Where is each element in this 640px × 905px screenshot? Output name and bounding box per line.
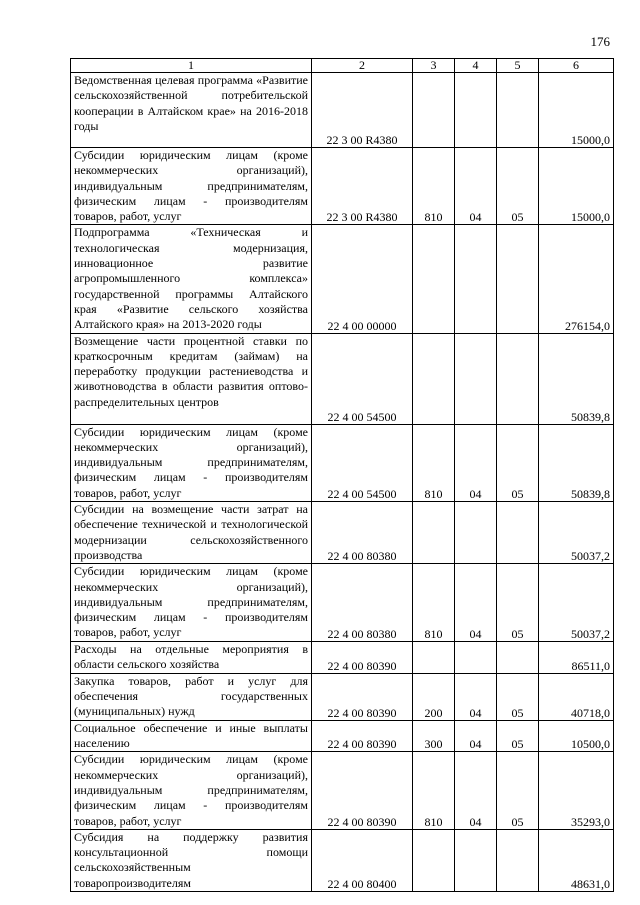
column-header-vr: 3 [413, 59, 455, 73]
row-sum: 50839,8 [539, 333, 614, 424]
table-row [71, 752, 614, 829]
row-vr: 300 [413, 720, 455, 752]
row-sum: 10500,0 [539, 720, 614, 752]
row-code: 22 4 00 80380 [312, 502, 413, 564]
row-vr [413, 641, 455, 673]
row-vr: 810 [413, 148, 455, 225]
row-sum: 50037,2 [539, 502, 614, 564]
row-code: 22 4 00 80400 [312, 829, 413, 891]
row-sum: 15000,0 [539, 73, 614, 148]
row-sum: 48631,0 [539, 829, 614, 891]
row-name: Подпрограмма «Техническая и технологическая модернизация, инновационное развитие агропромышленного комплекса» государственной программы Алтайского края «Развитие сельского хозяйства Алтайского края» на 2013-2020 годы [71, 225, 312, 333]
table-row [71, 424, 614, 501]
row-code: 22 4 00 80380 [312, 564, 413, 641]
row-vr: 810 [413, 424, 455, 501]
row-code: 22 4 00 80390 [312, 641, 413, 673]
row-code: 22 4 00 80390 [312, 720, 413, 752]
row-rz [455, 829, 497, 891]
page-number: 176 [590, 34, 610, 49]
row-rz [455, 73, 497, 148]
row-name: Субсидии юридическим лицам (кроме некоммерческих организаций), индивидуальным предпринимателям, физическим лицам - производителям товаров, работ, услуг [71, 424, 312, 501]
row-name: Социальное обеспечение и иные выплаты населению [71, 720, 312, 752]
row-rz [455, 502, 497, 564]
column-header-name: 1 [71, 59, 312, 73]
row-name: Расходы на отдельные мероприятия в области сельского хозяйства [71, 641, 312, 673]
row-code: 22 3 00 R4380 [312, 148, 413, 225]
row-code: 22 4 00 80390 [312, 752, 413, 829]
row-name: Ведомственная целевая программа «Развитие сельскохозяйственной потребительской кооперации в Алтайском крае» на 2016-2018 годы [71, 73, 312, 148]
table-row [71, 73, 614, 148]
row-code: 22 4 00 54500 [312, 333, 413, 424]
row-code: 22 4 00 80390 [312, 673, 413, 720]
row-sum: 50037,2 [539, 564, 614, 641]
row-rz: 04 [455, 564, 497, 641]
row-rz: 04 [455, 673, 497, 720]
row-pr [497, 829, 539, 891]
row-pr [497, 333, 539, 424]
table-row [71, 829, 614, 891]
row-vr [413, 333, 455, 424]
row-pr [497, 225, 539, 333]
row-code: 22 4 00 00000 [312, 225, 413, 333]
row-sum: 15000,0 [539, 148, 614, 225]
row-vr: 810 [413, 752, 455, 829]
row-name: Субсидии юридическим лицам (кроме некоммерческих организаций), индивидуальным предпринимателям, физическим лицам - производителям товаров, работ, услуг [71, 148, 312, 225]
table-row [71, 720, 614, 752]
row-sum: 50839,8 [539, 424, 614, 501]
row-rz [455, 641, 497, 673]
row-name: Возмещение части процентной ставки по краткосрочным кредитам (займам) на переработку продукции растениеводства и животноводства в области развития оптово-распределительных центров [71, 333, 312, 424]
column-header-rz: 4 [455, 59, 497, 73]
row-rz [455, 333, 497, 424]
row-sum: 35293,0 [539, 752, 614, 829]
row-pr [497, 73, 539, 148]
row-pr: 05 [497, 673, 539, 720]
table-row [71, 148, 614, 225]
column-header-code: 2 [312, 59, 413, 73]
row-rz: 04 [455, 148, 497, 225]
row-vr [413, 73, 455, 148]
row-code: 22 4 00 54500 [312, 424, 413, 501]
table-header-row [71, 59, 614, 73]
row-vr [413, 829, 455, 891]
budget-table [70, 58, 614, 892]
row-rz: 04 [455, 720, 497, 752]
row-sum: 276154,0 [539, 225, 614, 333]
row-pr: 05 [497, 424, 539, 501]
row-vr [413, 502, 455, 564]
row-pr: 05 [497, 148, 539, 225]
row-sum: 86511,0 [539, 641, 614, 673]
table-row [71, 502, 614, 564]
column-header-sum: 6 [539, 59, 614, 73]
row-name: Субсидии на возмещение части затрат на обеспечение технической и технологической модернизации сельскохозяйственного производства [71, 502, 312, 564]
row-rz: 04 [455, 424, 497, 501]
row-name: Субсидия на поддержку развития консультационной помощи сельскохозяйственным товаропроизводителям [71, 829, 312, 891]
row-sum: 40718,0 [539, 673, 614, 720]
row-rz [455, 225, 497, 333]
table-row [71, 641, 614, 673]
table-row [71, 673, 614, 720]
row-pr: 05 [497, 564, 539, 641]
row-pr [497, 641, 539, 673]
row-name: Закупка товаров, работ и услуг для обеспечения государственных (муниципальных) нужд [71, 673, 312, 720]
row-rz: 04 [455, 752, 497, 829]
row-pr: 05 [497, 752, 539, 829]
row-pr: 05 [497, 720, 539, 752]
table-row [71, 564, 614, 641]
row-vr: 810 [413, 564, 455, 641]
row-name: Субсидии юридическим лицам (кроме некоммерческих организаций), индивидуальным предпринимателям, физическим лицам - производителям товаров, работ, услуг [71, 752, 312, 829]
row-name: Субсидии юридическим лицам (кроме некоммерческих организаций), индивидуальным предпринимателям, физическим лицам - производителям товаров, работ, услуг [71, 564, 312, 641]
row-code: 22 3 00 R4380 [312, 73, 413, 148]
column-header-pr: 5 [497, 59, 539, 73]
table-row [71, 225, 614, 333]
row-vr: 200 [413, 673, 455, 720]
row-vr [413, 225, 455, 333]
table-row [71, 333, 614, 424]
row-pr [497, 502, 539, 564]
